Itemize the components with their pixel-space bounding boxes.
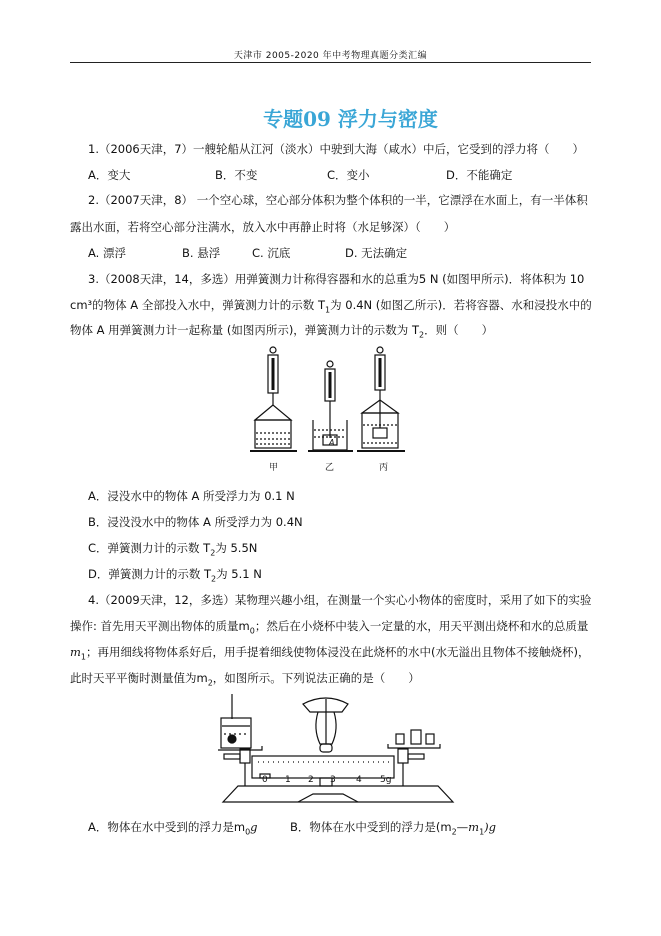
q1-option-b: B．不变 [215,168,258,182]
subscript: 2 [418,330,425,340]
q3-stem-1: 3.（2008天津，14，多选）用弹簧测力计称得容器和水的总重为5 N (如图甲所示)．将体积为 10 [88,272,585,286]
subscript: 1 [80,652,86,662]
scale-tick: 4 [356,775,362,785]
q4-stem-3b: ；再用细线将物体系好后，用手提着细线使物体浸没在此烧杯的水中(水无溢出且物体不接触烧杯)， [86,645,590,659]
q1-stem: 1.（2006天津，7）一艘轮船从江河（淡水）中驶到大海（咸水）中后，它受到的浮力将（ ） [88,142,585,156]
q1-option-c: C．变小 [327,168,370,182]
scale-tick: 0 [262,775,268,785]
q4-stem-4 [70,670,420,691]
scale-tick: 1 [285,775,291,785]
figure-label-bing: 丙 [379,463,389,473]
q4-option-b [290,819,496,840]
figure-label-jia: 甲 [269,463,279,473]
q4-stem-2b: ；然后在小烧杯中装入一定量的水，用天平测出烧杯和水的总质量 [254,619,589,633]
q3-stem-3a: 物体 A 用弹簧测力计一起称量 (如图丙所示)，弹簧测力计的示数为 T [70,323,419,337]
q3-option-d-text: D．弹簧测力计的示数 T [88,567,212,581]
q4-option-a [88,819,258,840]
balance-figure [218,694,458,804]
block-label: A [329,438,335,447]
q3-stem-2 [70,297,592,318]
q4-stem-4b: ，如图所示。下列说法正确的是（ ） [212,671,420,685]
q4-stem-3a: m [70,645,81,659]
page-title: 专题09 浮力与密度 [263,107,438,131]
q4-stem-2 [70,618,588,639]
q3-stem-3b: ．则（ ） [424,323,494,337]
q4-option-a-tail: g [250,820,258,834]
subscript: 0 [245,827,251,837]
q2-option-c: C. 沉底 [252,246,291,260]
scale-tick: 3 [330,775,336,785]
subscript: 2 [451,827,457,837]
q3-option-c-tail: 为 5.5N [215,541,258,555]
q2-stem-2: 露出水面，若将空心部分注满水，放入水中再静止时将（水足够深）（ ） [70,220,456,234]
q3-option-d [88,566,262,587]
q4-option-b-tail: )g [484,820,497,834]
q3-option-b: B．浸没没水中的物体 A 所受浮力为 0.4N [88,515,303,529]
q3-option-c [88,540,257,561]
scale-tick: 5g [380,775,392,785]
q2-option-a: A. 漂浮 [88,246,126,260]
q3-stem-2b: 为 0.4N (如图乙所示)．若将容器、水和浸投水中的 [330,298,592,312]
q2-option-d: D. 无法确定 [345,246,408,260]
header-rule [70,62,591,63]
subscript: 2 [207,678,213,688]
q1-option-a: A．变大 [88,168,131,182]
q4-option-b-text: B．物体在水中受到的浮力是(m [290,820,452,834]
q4-option-a-text: A．物体在水中受到的浮力是m [88,820,246,834]
page-header: 天津市 2005-2020 年中考物理真题分类汇编 [233,51,428,61]
subscript: 1 [479,827,485,837]
spring-scale-figure [245,345,435,475]
q4-stem-3 [70,644,589,665]
q4-stem-2a: 操作: 首先用天平测出物体的质量m [70,619,250,633]
q1-option-d: D．不能确定 [446,168,513,182]
subscript: 0 [249,626,255,636]
subscript: 2 [210,548,216,558]
q4-stem-4a: 此时天平平衡时测量值为m [70,671,208,685]
q3-option-c-text: C．弹簧测力计的示数 T [88,541,211,555]
q2-option-b: B. 悬浮 [182,246,221,260]
figure-jia [250,347,297,451]
q4-stem-1: 4.（2009天津，12，多选）某物理兴趣小组，在测量一个实心小物体的密度时，采用了如下的实验 [88,593,592,607]
q4-option-b-mid: —m [456,820,480,834]
subscript: 2 [211,574,217,584]
q3-option-d-tail: 为 5.1 N [216,567,262,581]
q3-stem-3 [70,322,493,343]
subscript: 1 [325,305,331,315]
figure-bing [357,347,405,451]
q3-option-a: A．浸没水中的物体 A 所受浮力为 0.1 N [88,489,295,503]
scale-tick: 2 [308,775,314,785]
q2-stem-1: 2.（2007天津，8） 一个空心球，空心部分体积为整个体积的一半，它漂浮在水面上，有一半体积 [88,193,588,207]
q3-stem-2a: cm³的物体 A 全部投入水中，弹簧测力计的示数 T [70,298,325,312]
figure-label-yi: 乙 [325,463,335,473]
